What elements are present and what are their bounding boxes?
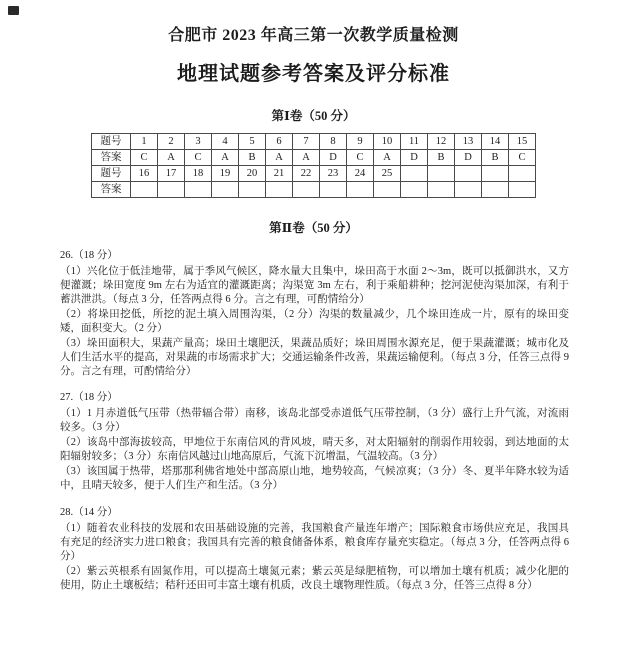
answer-cell: [482, 166, 509, 182]
question-block: [60, 391, 569, 493]
answer-cell: [401, 166, 428, 182]
section1-heading: 第Ⅰ卷（50 分）: [271, 109, 356, 123]
questions: [0, 249, 627, 593]
answer-cell: [509, 166, 536, 182]
answer-paragraph: （1）随着农业科技的发展和农田基础设施的完善，我国粮食产量连年增产；国际粮食市场供应充足，我国具有充足的经济实力进口粮食；我国具有完善的粮食储备体系，粮食库存量充实稳定。（每点 3 分，任答两点得 6 分）: [60, 522, 569, 562]
answer-cell: [428, 182, 455, 198]
answer-cell: [185, 182, 212, 198]
answer-cell: 19: [212, 166, 239, 182]
answer-cell: C: [509, 150, 536, 166]
table-row: [92, 166, 536, 182]
answer-cell: 16: [131, 166, 158, 182]
question-block: [60, 506, 569, 593]
answer-cell: 10: [374, 134, 401, 150]
answer-cell: 23: [320, 166, 347, 182]
table-row: [92, 150, 536, 166]
answer-cell: 1: [131, 134, 158, 150]
answer-cell: [482, 182, 509, 198]
answer-cell: A: [212, 150, 239, 166]
answer-cell: [158, 182, 185, 198]
answer-cell: 8: [320, 134, 347, 150]
answer-cell: 6: [266, 134, 293, 150]
answer-cell: 21: [266, 166, 293, 182]
answer-cell: 11: [401, 134, 428, 150]
answer-cell: 9: [347, 134, 374, 150]
answer-cell: [239, 182, 266, 198]
answer-cell: [509, 182, 536, 198]
answer-cell: [266, 182, 293, 198]
answer-cell: 2: [158, 134, 185, 150]
table-row: [92, 182, 536, 198]
doc-title: 合肥市 2023 年高三第一次教学质量检测: [168, 27, 459, 44]
answer-paragraph: （2）将垛田挖低，所挖的泥土填入周围沟渠，（2 分）沟渠的数量减少，几个垛田连成一片，原有的垛田变矮，面积变大。（2 分）: [60, 308, 569, 334]
row-label-cell: 题号: [92, 134, 131, 150]
answer-cell: 18: [185, 166, 212, 182]
answer-cell: D: [401, 150, 428, 166]
answer-cell: B: [482, 150, 509, 166]
question-number: 27.（18 分）: [60, 392, 118, 404]
row-label-cell: 答案: [92, 182, 131, 198]
answer-cell: 5: [239, 134, 266, 150]
row-label-cell: 题号: [92, 166, 131, 182]
question-number: 28.（14 分）: [60, 507, 118, 519]
answer-cell: [131, 182, 158, 198]
answer-paragraph: （1）1 月赤道低气压带（热带辐合带）南移，该岛北部受赤道低气压带控制，（3 分）盛行上升气流，对流雨较多。（3 分）: [60, 408, 569, 434]
answer-cell: 24: [347, 166, 374, 182]
answer-cell: 3: [185, 134, 212, 150]
answer-cell: [374, 182, 401, 198]
answer-cell: B: [428, 150, 455, 166]
scan-artifact: [8, 6, 19, 15]
answer-paragraph: （3）该国属于热带，塔那那利佛省地处中部高原山地，地势较高，气候凉爽；（3 分）冬、夏半年降水较为适中，且晴天较多，便于人们生产和生活。（3 分）: [60, 466, 569, 492]
answer-cell: 22: [293, 166, 320, 182]
answer-cell: D: [455, 150, 482, 166]
answer-cell: 17: [158, 166, 185, 182]
answer-cell: [212, 182, 239, 198]
answer-cell: 25: [374, 166, 401, 182]
answer-paragraph: （3）垛田面积大，果蔬产量高；垛田土壤肥沃，果蔬品质好；垛田周围水源充足，便于果蔬灌溉；城市化及人们生活水平的提高，对果蔬的市场需求扩大；交通运输条件改善，果蔬运输便利。（每点 3 分，任答三点得 9 分。言之有理，可酌情给分）: [60, 337, 569, 377]
answer-cell: [347, 182, 374, 198]
answer-cell: [428, 166, 455, 182]
answer-paragraph: （1）兴化位于低洼地带，属于季风气候区，降水量大且集中，垛田高于水面 2～3m，既可以抵御洪水，又方便灌溉；垛田宽度 9m 左右为适宜的灌溉距离；沟渠宽 3m 左右，利于乘船耕种；挖河泥使沟渠加深，有利于蓄洪泄洪。（每点 3 分，任答两点得 6 分。言之有理，可酌情给分）: [60, 265, 569, 305]
answer-paragraph: （2）该岛中部海拔较高，甲地位于东南信风的背风坡，晴天多，对太阳辐射的削弱作用较弱，到达地面的太阳辐射较多；（3 分）东南信风越过山地高原后，气流下沉增温，气温较高。（3 分）: [60, 437, 569, 463]
answer-table-body: [92, 134, 536, 198]
section2-heading: 第Ⅱ卷（50 分）: [269, 221, 358, 235]
answer-cell: 14: [482, 134, 509, 150]
doc-subtitle: 地理试题参考答案及评分标准: [177, 63, 450, 85]
answer-cell: B: [239, 150, 266, 166]
answer-cell: 20: [239, 166, 266, 182]
answer-cell: 15: [509, 134, 536, 150]
question-block: [60, 249, 569, 378]
answer-cell: A: [158, 150, 185, 166]
answer-paragraph: （2）紫云英根系有固氮作用，可以提高土壤氮元素；紫云英是绿肥植物，可以增加土壤有机质；减少化肥的使用，防止土壤板结；秸秆还田可丰富土壤有机质，改良土壤物理性质。（每点 3 分，任答三点得 8 分）: [60, 565, 569, 591]
answer-cell: C: [131, 150, 158, 166]
answer-cell: 12: [428, 134, 455, 150]
answer-cell: 7: [293, 134, 320, 150]
question-number: 26.（18 分）: [60, 250, 118, 261]
answer-cell: A: [266, 150, 293, 166]
row-label-cell: 答案: [92, 150, 131, 166]
answer-cell: C: [185, 150, 212, 166]
answer-cell: A: [374, 150, 401, 166]
answer-cell: [320, 182, 347, 198]
answer-cell: [293, 182, 320, 198]
answer-cell: D: [320, 150, 347, 166]
answer-cell: [401, 182, 428, 198]
answer-table: [91, 133, 536, 198]
answer-cell: [455, 166, 482, 182]
answer-cell: C: [347, 150, 374, 166]
answer-cell: 4: [212, 134, 239, 150]
answer-cell: 13: [455, 134, 482, 150]
answer-cell: [455, 182, 482, 198]
table-row: [92, 134, 536, 150]
answer-cell: A: [293, 150, 320, 166]
